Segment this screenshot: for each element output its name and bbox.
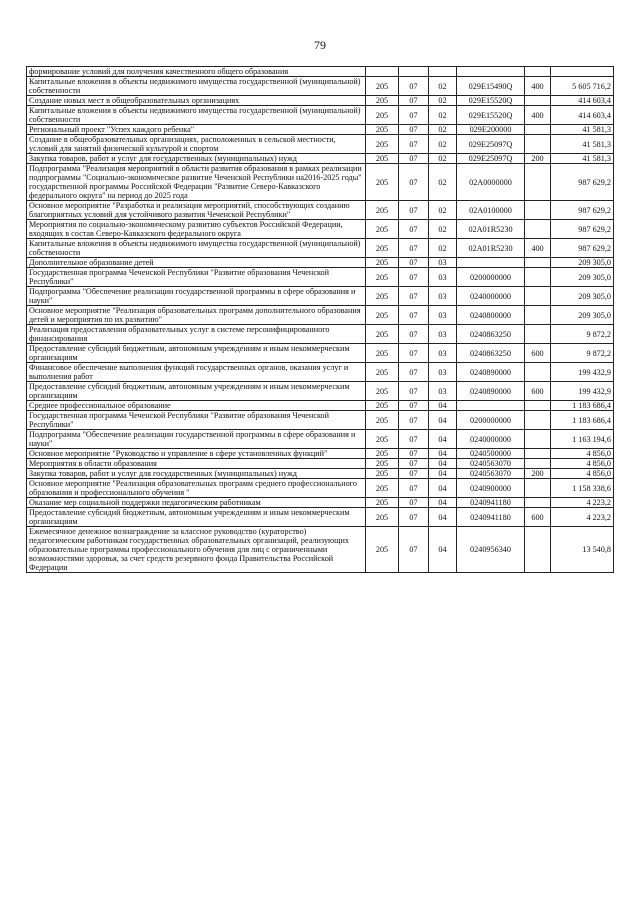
row-section-code: 07 <box>399 287 429 306</box>
row-amount: 209 305,0 <box>551 306 614 325</box>
table-row <box>27 508 614 527</box>
row-target-article-code: 029E25097Q <box>457 154 525 164</box>
row-name-cell: Основное мероприятие "Разработка и реализация мероприятий, способствующих созданию благоприятных условий для устойчивого развития Чеченской Республики" <box>27 201 366 220</box>
row-name-cell: Подпрограмма "Обеспечение реализации государственной программы в сфере образования и науки" <box>27 430 366 449</box>
row-target-article-code: 0240863250 <box>457 344 525 363</box>
row-amount: 1 183 686,4 <box>551 401 614 411</box>
row-name-cell: Создание в общеобразовательных организациях, расположенных в сельской местности, условий для занятий физической культурой и спортом <box>27 135 366 154</box>
row-ministry-code: 205 <box>366 382 399 401</box>
table-row <box>27 154 614 164</box>
row-ministry-code: 205 <box>366 125 399 135</box>
row-subsection-code: 02 <box>429 96 457 106</box>
row-amount: 13 540,8 <box>551 527 614 573</box>
row-expense-type-code: 400 <box>525 77 551 96</box>
row-ministry-code: 205 <box>366 239 399 258</box>
row-subsection-code: 04 <box>429 479 457 498</box>
row-subsection-code: 03 <box>429 344 457 363</box>
row-target-article-code: 0240900000 <box>457 479 525 498</box>
row-subsection-code: 02 <box>429 125 457 135</box>
row-ministry-code: 205 <box>366 430 399 449</box>
row-expense-type-code: 600 <box>525 344 551 363</box>
row-target-article-code <box>457 258 525 268</box>
row-section-code: 07 <box>399 325 429 344</box>
row-name-cell: Мероприятия по социально-экономическому развитию субъектов Российской Федерации, входящих в состав Северо-Кавказского федерального округа <box>27 220 366 239</box>
row-amount: 987 629,2 <box>551 201 614 220</box>
table-row <box>27 344 614 363</box>
row-section-code: 07 <box>399 306 429 325</box>
row-name-cell: Предоставление субсидий бюджетным, автономным учреждениям и иным некоммерческим организациям <box>27 344 366 363</box>
row-amount: 209 305,0 <box>551 287 614 306</box>
table-row <box>27 411 614 430</box>
row-amount: 41 581,3 <box>551 154 614 164</box>
row-ministry-code: 205 <box>366 459 399 469</box>
row-ministry-code: 205 <box>366 325 399 344</box>
table-row <box>27 268 614 287</box>
table-row <box>27 258 614 268</box>
row-subsection-code: 02 <box>429 164 457 201</box>
row-target-article-code: 0240863250 <box>457 325 525 344</box>
row-ministry-code: 205 <box>366 287 399 306</box>
row-ministry-code: 205 <box>366 164 399 201</box>
row-expense-type-code: 400 <box>525 239 551 258</box>
row-expense-type-code <box>525 125 551 135</box>
row-ministry-code <box>366 67 399 77</box>
row-section-code: 07 <box>399 344 429 363</box>
row-target-article-code <box>457 401 525 411</box>
row-expense-type-code <box>525 287 551 306</box>
row-subsection-code: 04 <box>429 469 457 479</box>
row-amount: 9 872,2 <box>551 325 614 344</box>
table-row <box>27 382 614 401</box>
table-row <box>27 67 614 77</box>
row-section-code: 07 <box>399 258 429 268</box>
table-row <box>27 201 614 220</box>
row-expense-type-code <box>525 135 551 154</box>
row-target-article-code: 0240500000 <box>457 449 525 459</box>
row-section-code: 07 <box>399 382 429 401</box>
table-row <box>27 96 614 106</box>
page-number: 79 <box>314 38 326 52</box>
row-section-code: 07 <box>399 449 429 459</box>
row-section-code: 07 <box>399 459 429 469</box>
row-expense-type-code <box>525 201 551 220</box>
row-subsection-code: 04 <box>429 459 457 469</box>
row-expense-type-code: 400 <box>525 106 551 125</box>
row-name-cell: Предоставление субсидий бюджетным, автономным учреждениям и иным некоммерческим организациям <box>27 382 366 401</box>
row-section-code: 07 <box>399 220 429 239</box>
row-expense-type-code <box>525 96 551 106</box>
table-row <box>27 287 614 306</box>
row-section-code: 07 <box>399 430 429 449</box>
row-target-article-code: 029E25097Q <box>457 135 525 154</box>
row-subsection-code: 02 <box>429 77 457 96</box>
row-name-cell: Дополнительное образование детей <box>27 258 366 268</box>
row-amount: 9 872,2 <box>551 344 614 363</box>
row-section-code: 07 <box>399 498 429 508</box>
row-amount: 414 603,4 <box>551 96 614 106</box>
row-target-article-code <box>457 67 525 77</box>
row-target-article-code: 02A01R5230 <box>457 220 525 239</box>
row-section-code: 07 <box>399 96 429 106</box>
row-subsection-code: 03 <box>429 287 457 306</box>
row-amount: 41 581,3 <box>551 135 614 154</box>
row-name-cell: Финансовое обеспечение выполнения функций государственных органов, оказания услуг и выполнения работ <box>27 363 366 382</box>
row-expense-type-code <box>525 459 551 469</box>
row-expense-type-code <box>525 164 551 201</box>
row-target-article-code: 029E15520Q <box>457 96 525 106</box>
table-row <box>27 239 614 258</box>
row-ministry-code: 205 <box>366 154 399 164</box>
row-ministry-code: 205 <box>366 135 399 154</box>
row-expense-type-code <box>525 363 551 382</box>
row-name-cell: Закупка товаров, работ и услуг для государственных (муниципальных) нужд <box>27 469 366 479</box>
row-section-code <box>399 67 429 77</box>
row-ministry-code: 205 <box>366 344 399 363</box>
row-subsection-code: 04 <box>429 411 457 430</box>
row-target-article-code: 0240890000 <box>457 382 525 401</box>
row-subsection-code: 04 <box>429 508 457 527</box>
row-subsection-code: 03 <box>429 258 457 268</box>
row-amount: 1 158 338,6 <box>551 479 614 498</box>
row-subsection-code: 03 <box>429 363 457 382</box>
row-expense-type-code: 600 <box>525 382 551 401</box>
row-ministry-code: 205 <box>366 106 399 125</box>
row-name-cell: Ежемесячное денежное вознаграждение за классное руководство (кураторство) педагогическим работникам государственных образовательных организаций, реализующих образовательные программы профессионального обучения для лиц с ограниченными возможностями здоровья, за счет средств резервного фонда Правительства Российской Федерации <box>27 527 366 573</box>
row-amount: 987 629,2 <box>551 164 614 201</box>
row-target-article-code: 0240941180 <box>457 508 525 527</box>
row-subsection-code: 03 <box>429 306 457 325</box>
row-amount: 5 605 716,2 <box>551 77 614 96</box>
row-subsection-code: 04 <box>429 430 457 449</box>
row-target-article-code: 0200000000 <box>457 268 525 287</box>
row-name-cell: Государственная программа Чеченской Республики "Развитие образования Чеченской Республики" <box>27 268 366 287</box>
row-target-article-code: 0240000000 <box>457 430 525 449</box>
row-name-cell: Капитальные вложения в объекты недвижимого имущества государственной (муниципальной) собственности <box>27 77 366 96</box>
row-subsection-code: 02 <box>429 201 457 220</box>
row-amount: 199 432,9 <box>551 382 614 401</box>
row-target-article-code: 0240000000 <box>457 287 525 306</box>
row-section-code: 07 <box>399 268 429 287</box>
row-name-cell: Создание новых мест в общеобразовательных организациях <box>27 96 366 106</box>
table-row <box>27 479 614 498</box>
row-amount: 41 581,3 <box>551 125 614 135</box>
row-expense-type-code <box>525 411 551 430</box>
row-section-code: 07 <box>399 527 429 573</box>
row-subsection-code: 04 <box>429 401 457 411</box>
row-ministry-code: 205 <box>366 401 399 411</box>
row-ministry-code: 205 <box>366 527 399 573</box>
row-amount: 209 305,0 <box>551 258 614 268</box>
row-expense-type-code <box>525 325 551 344</box>
table-row <box>27 106 614 125</box>
row-target-article-code: 02A01R5230 <box>457 239 525 258</box>
table-row <box>27 164 614 201</box>
row-expense-type-code: 200 <box>525 154 551 164</box>
row-name-cell: Реализация предоставления образовательных услуг в системе персонифицированного финансирования <box>27 325 366 344</box>
row-section-code: 07 <box>399 401 429 411</box>
row-expense-type-code <box>525 498 551 508</box>
row-expense-type-code: 600 <box>525 508 551 527</box>
row-expense-type-code <box>525 268 551 287</box>
row-ministry-code: 205 <box>366 220 399 239</box>
row-subsection-code: 04 <box>429 527 457 573</box>
row-amount: 209 305,0 <box>551 268 614 287</box>
row-amount: 4 856,0 <box>551 449 614 459</box>
table-row <box>27 469 614 479</box>
row-ministry-code: 205 <box>366 306 399 325</box>
row-name-cell: Основное мероприятие "Руководство и управление в сфере установленных функций" <box>27 449 366 459</box>
table-row <box>27 125 614 135</box>
row-name-cell: Государственная программа Чеченской Республики "Развитие образования Чеченской Республики" <box>27 411 366 430</box>
table-row <box>27 459 614 469</box>
row-ministry-code: 205 <box>366 498 399 508</box>
row-expense-type-code <box>525 449 551 459</box>
row-expense-type-code <box>525 430 551 449</box>
table-row <box>27 527 614 573</box>
row-amount: 199 432,9 <box>551 363 614 382</box>
row-ministry-code: 205 <box>366 411 399 430</box>
row-target-article-code: 0240890000 <box>457 363 525 382</box>
row-subsection-code: 02 <box>429 220 457 239</box>
table-row <box>27 135 614 154</box>
row-target-article-code: 0240563070 <box>457 469 525 479</box>
row-name-cell: Подпрограмма "Обеспечение реализации государственной программы в сфере образования и науки" <box>27 287 366 306</box>
row-ministry-code: 205 <box>366 96 399 106</box>
row-ministry-code: 205 <box>366 258 399 268</box>
row-name-cell: формирование условий для получения качественного общего образования <box>27 67 366 77</box>
row-amount: 4 223,2 <box>551 498 614 508</box>
row-target-article-code: 029E15490Q <box>457 77 525 96</box>
row-ministry-code: 205 <box>366 201 399 220</box>
row-target-article-code: 02A0000000 <box>457 164 525 201</box>
row-subsection-code: 04 <box>429 449 457 459</box>
row-expense-type-code <box>525 306 551 325</box>
row-name-cell: Закупка товаров, работ и услуг для государственных (муниципальных) нужд <box>27 154 366 164</box>
row-ministry-code: 205 <box>366 479 399 498</box>
row-ministry-code: 205 <box>366 449 399 459</box>
row-name-cell: Основное мероприятие "Реализация образовательных программ среднего профессионального образования и профессионального обучения " <box>27 479 366 498</box>
row-amount: 1 183 686,4 <box>551 411 614 430</box>
row-section-code: 07 <box>399 479 429 498</box>
row-subsection-code: 02 <box>429 154 457 164</box>
row-amount: 1 163 194,6 <box>551 430 614 449</box>
row-amount: 987 629,2 <box>551 239 614 258</box>
row-ministry-code: 205 <box>366 77 399 96</box>
table-row <box>27 449 614 459</box>
row-subsection-code: 02 <box>429 239 457 258</box>
row-amount: 4 856,0 <box>551 469 614 479</box>
table-row <box>27 77 614 96</box>
table-row <box>27 430 614 449</box>
row-subsection-code: 03 <box>429 325 457 344</box>
row-section-code: 07 <box>399 125 429 135</box>
row-section-code: 07 <box>399 411 429 430</box>
row-target-article-code: 0240800000 <box>457 306 525 325</box>
row-target-article-code: 0200000000 <box>457 411 525 430</box>
row-section-code: 07 <box>399 239 429 258</box>
row-target-article-code: 029E15520Q <box>457 106 525 125</box>
table-row <box>27 498 614 508</box>
row-section-code: 07 <box>399 363 429 382</box>
row-target-article-code: 0240941180 <box>457 498 525 508</box>
row-subsection-code: 02 <box>429 106 457 125</box>
budget-table-body <box>27 67 614 573</box>
row-subsection-code <box>429 67 457 77</box>
row-name-cell: Предоставление субсидий бюджетным, автономным учреждениям и иным некоммерческим организациям <box>27 508 366 527</box>
row-name-cell: Мероприятия в области образования <box>27 459 366 469</box>
row-section-code: 07 <box>399 154 429 164</box>
row-section-code: 07 <box>399 106 429 125</box>
row-target-article-code: 02A0100000 <box>457 201 525 220</box>
budget-table <box>26 66 614 573</box>
row-name-cell: Региональный проект "Успех каждого ребенка" <box>27 125 366 135</box>
row-section-code: 07 <box>399 77 429 96</box>
row-name-cell: Подпрограмма "Реализация мероприятий в области развития образования в рамках реализации подпрограммы "Социально-экономическое развитие Чеченской Республики на2016-2025 годы" государственной программы Российской Федерации "Развитие Северо-Кавказского федерального округа" на период до 2025 года <box>27 164 366 201</box>
row-amount: 4 856,0 <box>551 459 614 469</box>
table-row <box>27 401 614 411</box>
row-name-cell: Среднее профессиональное образование <box>27 401 366 411</box>
row-subsection-code: 03 <box>429 268 457 287</box>
row-expense-type-code <box>525 258 551 268</box>
row-name-cell: Оказание мер социальной поддержки педагогическим работникам <box>27 498 366 508</box>
row-name-cell: Основное мероприятие "Реализация образовательных программ дополнительного образования детей и мероприятия по их развитию" <box>27 306 366 325</box>
row-expense-type-code <box>525 67 551 77</box>
row-amount: 4 223,2 <box>551 508 614 527</box>
row-section-code: 07 <box>399 164 429 201</box>
row-name-cell: Капитальные вложения в объекты недвижимого имущества государственной (муниципальной) собственности <box>27 239 366 258</box>
row-section-code: 07 <box>399 469 429 479</box>
table-row <box>27 306 614 325</box>
row-subsection-code: 03 <box>429 382 457 401</box>
row-target-article-code: 0240956340 <box>457 527 525 573</box>
row-expense-type-code <box>525 479 551 498</box>
row-ministry-code: 205 <box>366 469 399 479</box>
row-ministry-code: 205 <box>366 268 399 287</box>
row-ministry-code: 205 <box>366 508 399 527</box>
table-row <box>27 363 614 382</box>
table-row <box>27 325 614 344</box>
row-amount <box>551 67 614 77</box>
row-section-code: 07 <box>399 508 429 527</box>
row-target-article-code: 029E200000 <box>457 125 525 135</box>
table-row <box>27 220 614 239</box>
row-section-code: 07 <box>399 201 429 220</box>
row-subsection-code: 02 <box>429 135 457 154</box>
row-name-cell: Капитальные вложения в объекты недвижимого имущества государственной (муниципальной) собственности <box>27 106 366 125</box>
row-expense-type-code <box>525 527 551 573</box>
row-expense-type-code <box>525 401 551 411</box>
row-target-article-code: 0240563070 <box>457 459 525 469</box>
row-section-code: 07 <box>399 135 429 154</box>
row-expense-type-code: 200 <box>525 469 551 479</box>
row-amount: 414 603,4 <box>551 106 614 125</box>
row-subsection-code: 04 <box>429 498 457 508</box>
row-expense-type-code <box>525 220 551 239</box>
row-ministry-code: 205 <box>366 363 399 382</box>
row-amount: 987 629,2 <box>551 220 614 239</box>
